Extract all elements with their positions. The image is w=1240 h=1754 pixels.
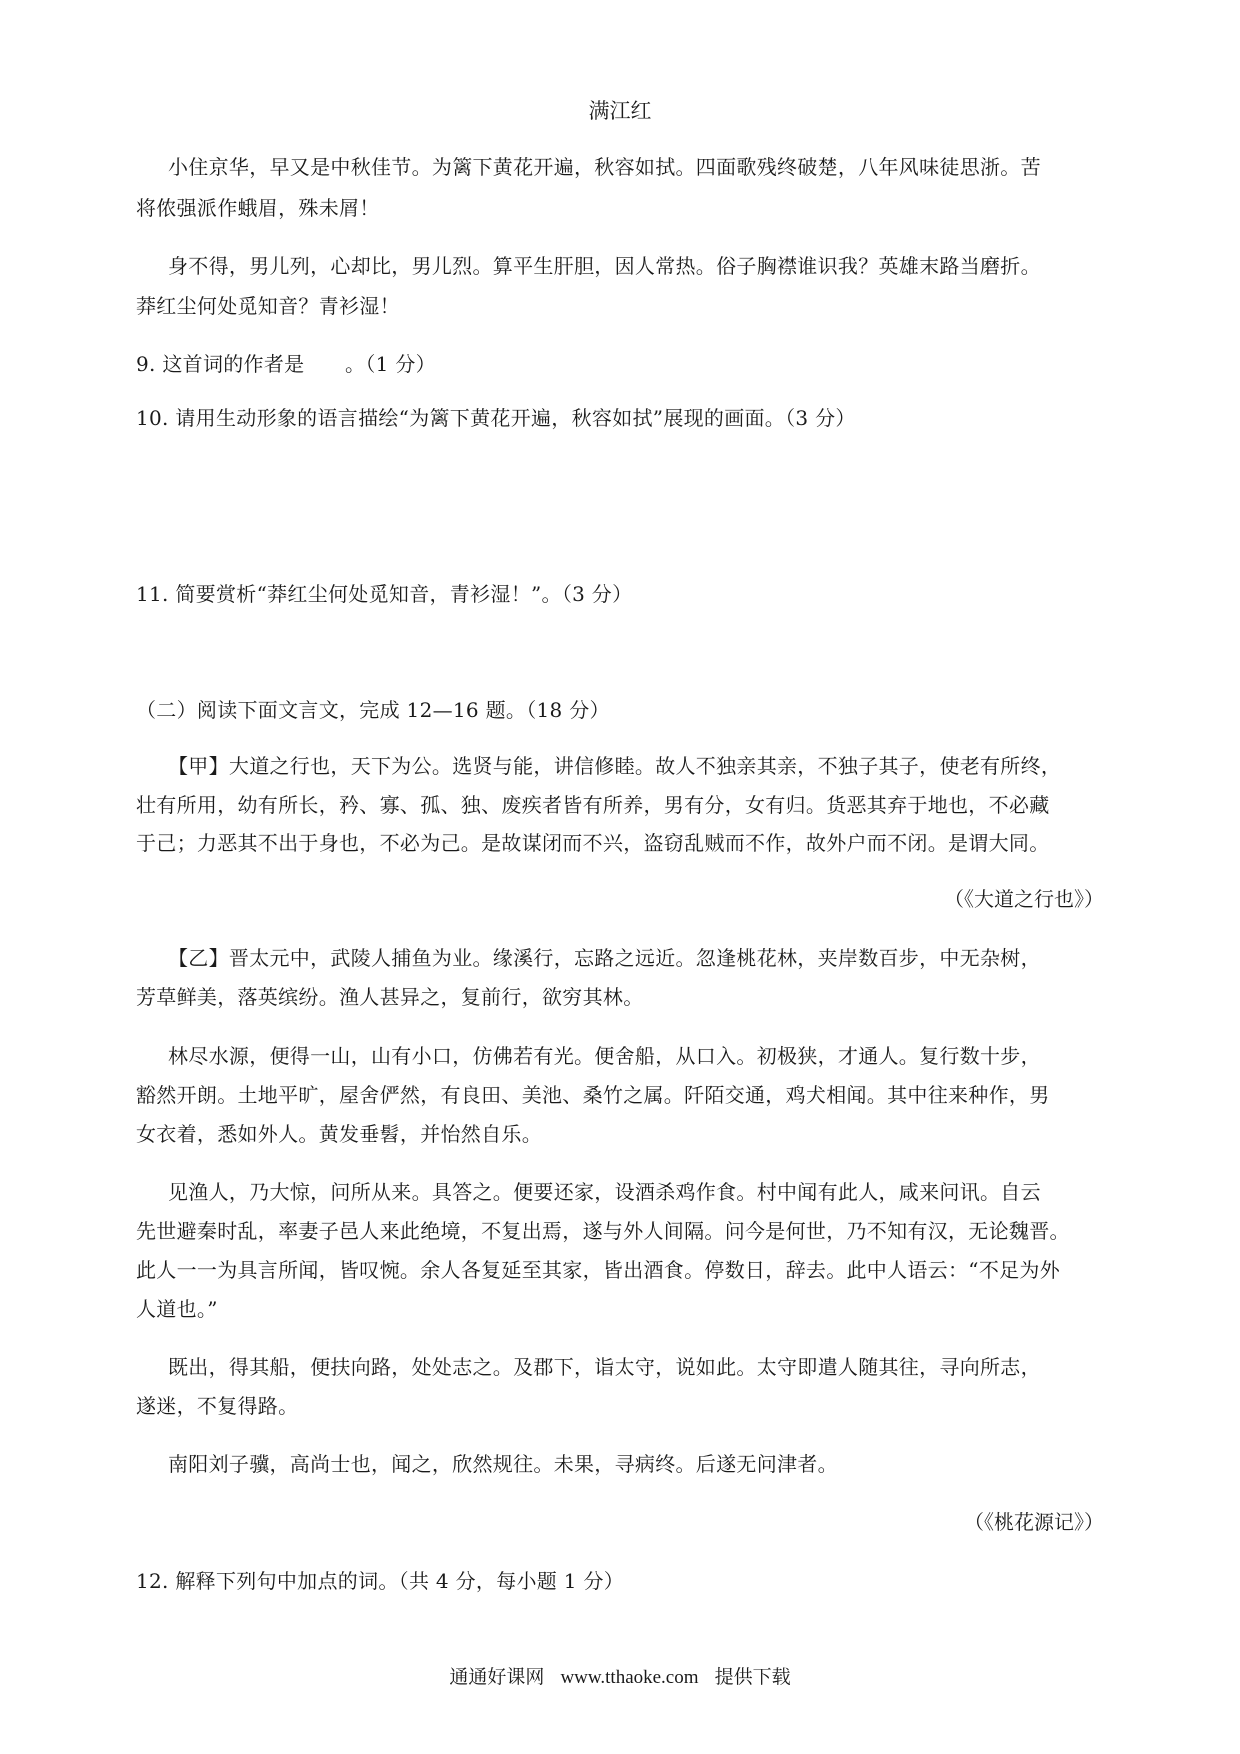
- yi-p4-line2: 遂迷，不复得路。: [136, 1394, 299, 1418]
- poem-stanza1-line2: 将侬强派作蛾眉，殊未屑！: [136, 196, 380, 220]
- jia-line1: 【甲】大道之行也，天下为公。选贤与能，讲信修睦。故人不独亲其亲，不独子其子，使老有所终，: [168, 754, 1062, 778]
- question-10: 10. 请用生动形象的语言描绘“为篱下黄花开遍，秋容如拭”展现的画面。（3 分）: [136, 406, 856, 430]
- poem-stanza2-line1: 身不得，男儿列，心却比，男儿烈。算平生肝胆，因人常热。俗子胸襟谁识我？英雄末路当磨折。: [168, 254, 1041, 278]
- footer-url[interactable]: www.tthaoke.com: [560, 1667, 699, 1688]
- yi-p1-line2: 芳草鲜美，落英缤纷。渔人甚异之，复前行，欲穷其林。: [136, 985, 644, 1009]
- yi-p3-line1: 见渔人，乃大惊，问所从来。具答之。便要还家，设酒杀鸡作食。村中闻有此人，咸来问讯。自云: [168, 1180, 1041, 1204]
- question-9: 9. 这首词的作者是 。（1 分）: [136, 352, 436, 376]
- poem-stanza2-line2: 莽红尘何处觅知音？青衫湿！: [136, 294, 400, 318]
- poem-stanza1-line1: 小住京华，早又是中秋佳节。为篱下黄花开遍，秋容如拭。四面歌残终破楚，八年风味徒思浙。苦: [168, 155, 1041, 179]
- yi-p3-line4: 人道也。”: [136, 1297, 218, 1321]
- yi-p3-line2: 先世避秦时乱，率妻子邑人来此绝境，不复出焉，遂与外人间隔。问今是何世，乃不知有汉，无论魏晋。: [136, 1219, 1070, 1243]
- jia-line2: 壮有所用，幼有所长，矜、寡、孤、独、废疾者皆有所养，男有分，女有归。货恶其弃于地也，不必藏: [136, 793, 1050, 817]
- question-11: 11. 简要赏析“莽红尘何处觅知音，青衫湿！”。（3 分）: [136, 582, 633, 606]
- poem-title: 满江红: [588, 99, 652, 123]
- footer-suffix: 提供下载: [714, 1666, 791, 1688]
- yi-p3-line3: 此人一一为具言所闻，皆叹惋。余人各复延至其家，皆出酒食。停数日，辞去。此中人语云：“不足为外: [136, 1258, 1061, 1282]
- yi-p2-line2: 豁然开朗。土地平旷，屋舍俨然，有良田、美池、桑竹之属。阡陌交通，鸡犬相闻。其中往来种作，男: [136, 1083, 1050, 1107]
- yi-p4-line1: 既出，得其船，便扶向路，处处志之。及郡下，诣太守，说如此。太守即遣人随其往，寻向所志，: [168, 1355, 1041, 1379]
- question-12: 12. 解释下列句中加点的词。（共 4 分，每小题 1 分）: [136, 1569, 625, 1593]
- jia-line3: 于己；力恶其不出于身也，不必为己。是故谋闭而不兴，盗窃乱贼而不作，故外户而不闭。是谓大同。: [136, 831, 1050, 855]
- jia-source: （《大道之行也》）: [944, 887, 1104, 911]
- page-footer: [0, 1664, 1240, 1691]
- yi-p2-line3: 女衣着，悉如外人。黄发垂髫，并怡然自乐。: [136, 1122, 542, 1146]
- footer-site-name: 通通好课网: [449, 1666, 545, 1688]
- yi-p2-line1: 林尽水源，便得一山，山有小口，仿佛若有光。便舍船，从口入。初极狭，才通人。复行数十步，: [168, 1044, 1041, 1068]
- yi-p1-line1: 【乙】晋太元中，武陵人捕鱼为业。缘溪行，忘路之远近。忽逢桃花林，夹岸数百步，中无杂树，: [168, 946, 1041, 970]
- section2-heading: （二）阅读下面文言文，完成 12—16 题。（18 分）: [136, 698, 610, 722]
- yi-source: （《桃花源记》）: [964, 1510, 1104, 1534]
- yi-p5-line1: 南阳刘子骥，高尚士也，闻之，欣然规往。未果，寻病终。后遂无问津者。: [168, 1452, 838, 1476]
